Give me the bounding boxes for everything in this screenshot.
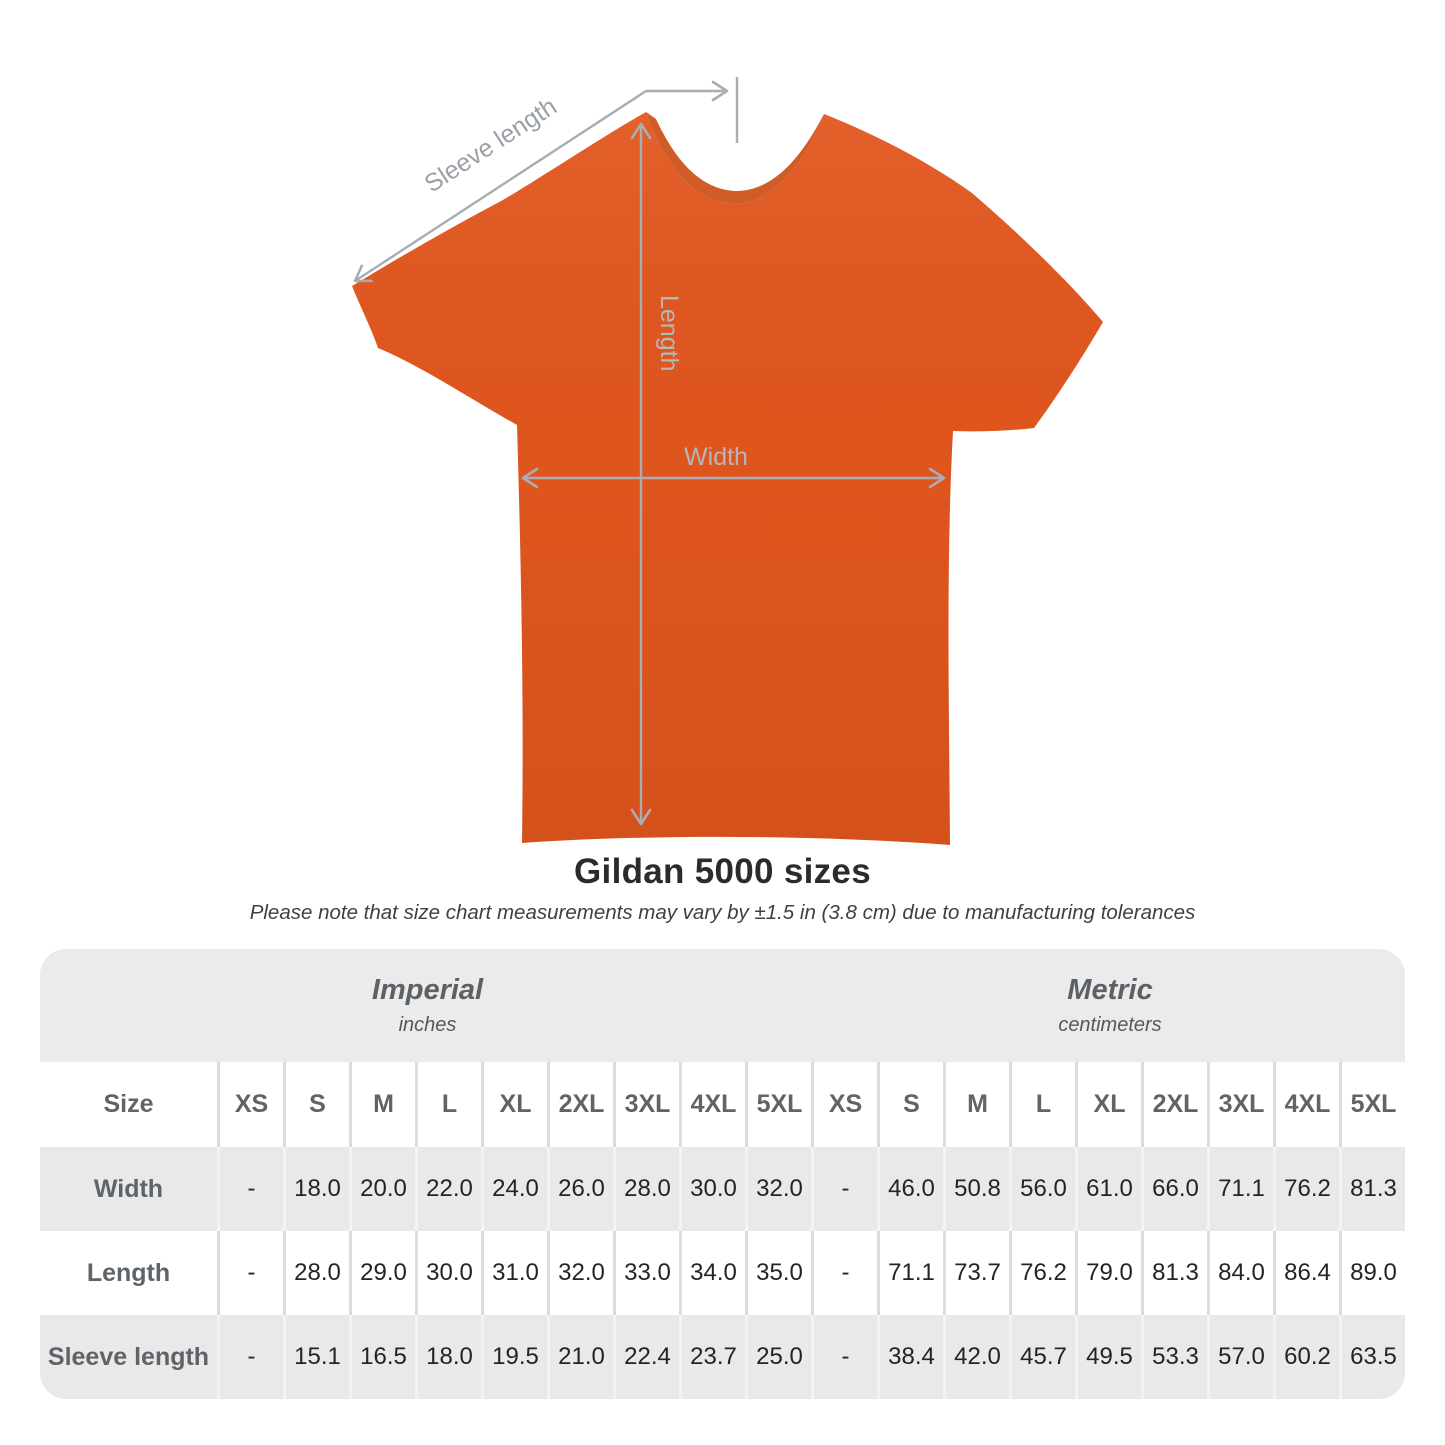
table-row-length xyxy=(40,1231,1405,1315)
length-label: Length xyxy=(655,295,683,372)
value-cell: 38.4 xyxy=(877,1315,943,1399)
value-cell: 73.7 xyxy=(943,1231,1009,1315)
unit-group-label: Metric xyxy=(1067,974,1153,1006)
value-cell: 71.1 xyxy=(877,1231,943,1315)
value-cell: 66.0 xyxy=(1141,1147,1207,1231)
measurement-label: Length xyxy=(86,1258,171,1287)
size-col-header: S xyxy=(283,1062,349,1147)
table-row-width xyxy=(40,1147,1405,1231)
size-col-header: L xyxy=(415,1062,481,1147)
sleeve-length-label: Sleeve length xyxy=(419,92,562,199)
size-col-header: XL xyxy=(481,1062,547,1147)
size-header-cell: Size xyxy=(103,1090,154,1118)
value-cell: 32.0 xyxy=(547,1231,613,1315)
value-cell: 89.0 xyxy=(1339,1231,1405,1315)
value-cell: 76.2 xyxy=(1009,1231,1075,1315)
value-cell: 21.0 xyxy=(547,1315,613,1399)
value-cell: 32.0 xyxy=(745,1147,811,1231)
size-header-row xyxy=(40,1062,1405,1147)
size-col-header: 5XL xyxy=(745,1062,811,1147)
value-cell: - xyxy=(217,1315,283,1399)
size-col-header: XS xyxy=(217,1062,283,1147)
value-cell: 81.3 xyxy=(1339,1147,1405,1231)
value-cell: 61.0 xyxy=(1075,1147,1141,1231)
value-cell: 50.8 xyxy=(943,1147,1009,1231)
value-cell: 76.2 xyxy=(1273,1147,1339,1231)
size-col-header: M xyxy=(349,1062,415,1147)
size-col-header: 3XL xyxy=(1207,1062,1273,1147)
value-cell: - xyxy=(811,1231,877,1315)
value-cell: 35.0 xyxy=(745,1231,811,1315)
value-cell: 31.0 xyxy=(481,1231,547,1315)
value-cell: 86.4 xyxy=(1273,1231,1339,1315)
value-cell: 19.5 xyxy=(481,1315,547,1399)
size-col-header: M xyxy=(943,1062,1009,1147)
value-cell: 30.0 xyxy=(679,1147,745,1231)
value-cell: 56.0 xyxy=(1009,1147,1075,1231)
value-cell: 45.7 xyxy=(1009,1315,1075,1399)
value-cell: 49.5 xyxy=(1075,1315,1141,1399)
unit-group-sublabel: inches xyxy=(398,1014,457,1036)
value-cell: 18.0 xyxy=(283,1147,349,1231)
value-cell: 24.0 xyxy=(481,1147,547,1231)
value-cell: 20.0 xyxy=(349,1147,415,1231)
page-title: Gildan 5000 sizes xyxy=(574,852,871,891)
size-col-header: XS xyxy=(811,1062,877,1147)
size-col-header: 4XL xyxy=(1273,1062,1339,1147)
unit-group-metric xyxy=(815,949,1405,1062)
value-cell: 33.0 xyxy=(613,1231,679,1315)
value-cell: - xyxy=(217,1147,283,1231)
value-cell: 34.0 xyxy=(679,1231,745,1315)
size-col-header: S xyxy=(877,1062,943,1147)
unit-group-label: Imperial xyxy=(371,974,484,1006)
value-cell: 28.0 xyxy=(283,1231,349,1315)
size-col-header: 3XL xyxy=(613,1062,679,1147)
value-cell: 53.3 xyxy=(1141,1315,1207,1399)
value-cell: 84.0 xyxy=(1207,1231,1273,1315)
unit-header-band xyxy=(40,949,1405,1062)
value-cell: 63.5 xyxy=(1339,1315,1405,1399)
value-cell: 25.0 xyxy=(745,1315,811,1399)
value-cell: 29.0 xyxy=(349,1231,415,1315)
value-cell: - xyxy=(811,1147,877,1231)
value-cell: 23.7 xyxy=(679,1315,745,1399)
value-cell: 46.0 xyxy=(877,1147,943,1231)
value-cell: 57.0 xyxy=(1207,1315,1273,1399)
size-col-header: XL xyxy=(1075,1062,1141,1147)
value-cell: 28.0 xyxy=(613,1147,679,1231)
size-col-header: 5XL xyxy=(1339,1062,1405,1147)
size-col-header: 4XL xyxy=(679,1062,745,1147)
value-cell: 42.0 xyxy=(943,1315,1009,1399)
value-cell: 18.0 xyxy=(415,1315,481,1399)
unit-group-sublabel: centimeters xyxy=(1058,1014,1162,1036)
value-cell: 60.2 xyxy=(1273,1315,1339,1399)
value-cell: 16.5 xyxy=(349,1315,415,1399)
value-cell: 22.4 xyxy=(613,1315,679,1399)
value-cell: - xyxy=(217,1231,283,1315)
size-chart-table xyxy=(40,949,1405,1399)
tolerance-note: Please note that size chart measurements may vary by ±1.5 in (3.8 cm) due to manufacturing tolerances xyxy=(249,901,1196,924)
value-cell: 30.0 xyxy=(415,1231,481,1315)
size-col-header: 2XL xyxy=(1141,1062,1207,1147)
table-row-sleeve-length xyxy=(40,1315,1405,1399)
value-cell: 79.0 xyxy=(1075,1231,1141,1315)
value-cell: 15.1 xyxy=(283,1315,349,1399)
value-cell: 81.3 xyxy=(1141,1231,1207,1315)
size-col-header: 2XL xyxy=(547,1062,613,1147)
measurement-label: Sleeve length xyxy=(47,1342,210,1371)
value-cell: 22.0 xyxy=(415,1147,481,1231)
value-cell: - xyxy=(811,1315,877,1399)
measurement-label: Width xyxy=(93,1174,164,1203)
width-label: Width xyxy=(684,443,748,471)
value-cell: 26.0 xyxy=(547,1147,613,1231)
unit-group-imperial xyxy=(40,949,815,1062)
size-col-header: L xyxy=(1009,1062,1075,1147)
value-cell: 71.1 xyxy=(1207,1147,1273,1231)
